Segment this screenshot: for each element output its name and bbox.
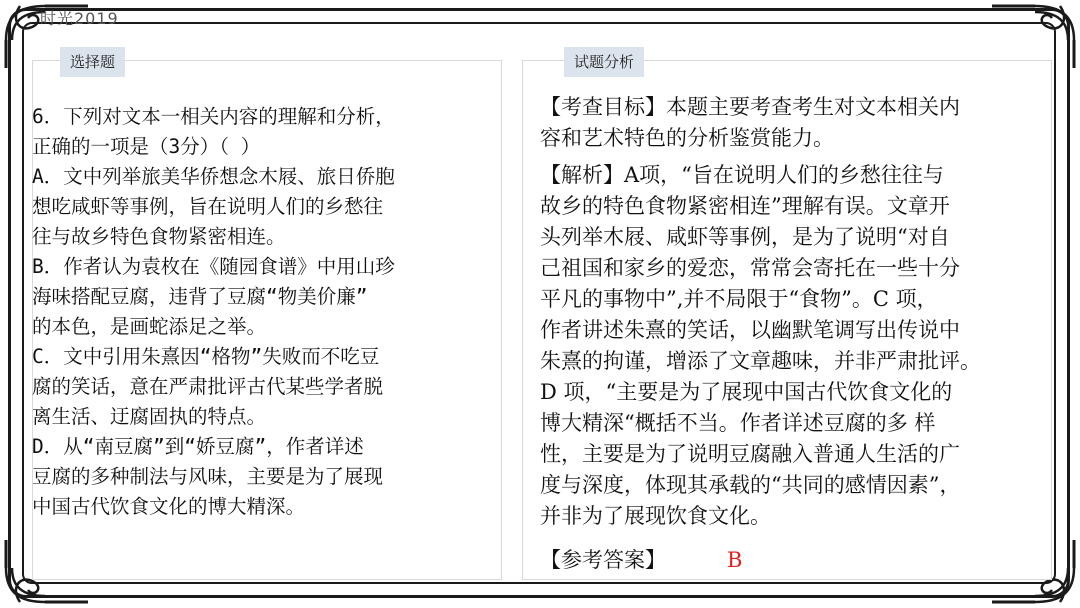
option-c-line: 离生活、迂腐固执的特点。 [32, 405, 267, 428]
analysis-line: D 项，“主要是为了展现中国古代饮食文化的 [540, 380, 953, 404]
analysis-line: 己祖国和家乡的爱恋，常常会寄托在一些十分 [540, 256, 960, 280]
question-type-tag: 选择题 [60, 47, 125, 77]
option-b-line: 的本色，是画蛇添足之举。 [32, 315, 267, 338]
exam-objective [540, 92, 1052, 154]
analysis-line: 性，主要是为了说明豆腐融入普通人生活的广 [540, 442, 960, 466]
question-line: 正确的一项是（3分）（ ） [32, 135, 261, 158]
option-c-line: 腐的笑话，意在严肃批评古代某些学者脱 [32, 375, 384, 398]
option-d-line: 中国古代饮食文化的博大精深。 [32, 495, 306, 518]
analysis-line: 故乡的特色食物紧密相连”理解有误。文章开 [540, 194, 950, 218]
analysis-line: 博大精深“概括不当。作者详述豆腐的多 样 [540, 411, 936, 435]
option-d-line: 豆腐的多种制法与风味，主要是为了展现 [32, 465, 384, 488]
analysis-line: 平凡的事物中”,并不局限于“食物”。C 项， [540, 287, 938, 311]
analysis-line: 朱熹的拘谨，增添了文章趣味，并非严肃批评。 [540, 349, 981, 373]
objective-line: 【考查目标】本题主要考查考生对文本相关内 [540, 95, 960, 119]
option-a-line: A．文中列举旅美华侨想念木屐、旅日侨胞 [32, 165, 395, 188]
watermark: 时光2019 [40, 9, 119, 28]
option-d-line: D．从“南豆腐”到“娇豆腐”，作者详述 [32, 435, 364, 458]
analysis-line: 度与深度，体现其承载的“共同的感情因素”， [540, 473, 961, 497]
analysis-line: 头列举木屐、咸虾等事例，是为了说明“对自 [540, 225, 950, 249]
question-text [32, 102, 494, 522]
option-b-line: B．作者认为袁枚在《随园食谱》中用山珍 [32, 255, 395, 278]
analysis-line: 【解析】A项，“旨在说明人们的乡愁往往与 [540, 163, 944, 187]
objective-line: 容和艺术特色的分析鉴赏能力。 [540, 126, 834, 150]
question-line: 6．下列对文本一相关内容的理解和分析， [32, 105, 395, 128]
analysis-tag: 试题分析 [564, 47, 644, 77]
analysis-line: 并非为了展现饮食文化。 [540, 504, 771, 528]
option-c-line: C．文中引用朱熹因“格物”失败而不吃豆 [32, 345, 380, 368]
option-b-line: 海味搭配豆腐，违背了豆腐“物美价廉” [32, 285, 368, 308]
answer-value: B [727, 548, 743, 572]
analysis-line: 作者讲述朱熹的笑话，以幽默笔调写出传说中 [540, 318, 960, 342]
analysis-text [540, 160, 1052, 532]
option-a-line: 往与故乡特色食物紧密相连。 [32, 225, 286, 248]
answer-label: 【参考答案】 [540, 548, 666, 572]
option-a-line: 想吃咸虾等事例，旨在说明人们的乡愁往 [32, 195, 384, 218]
